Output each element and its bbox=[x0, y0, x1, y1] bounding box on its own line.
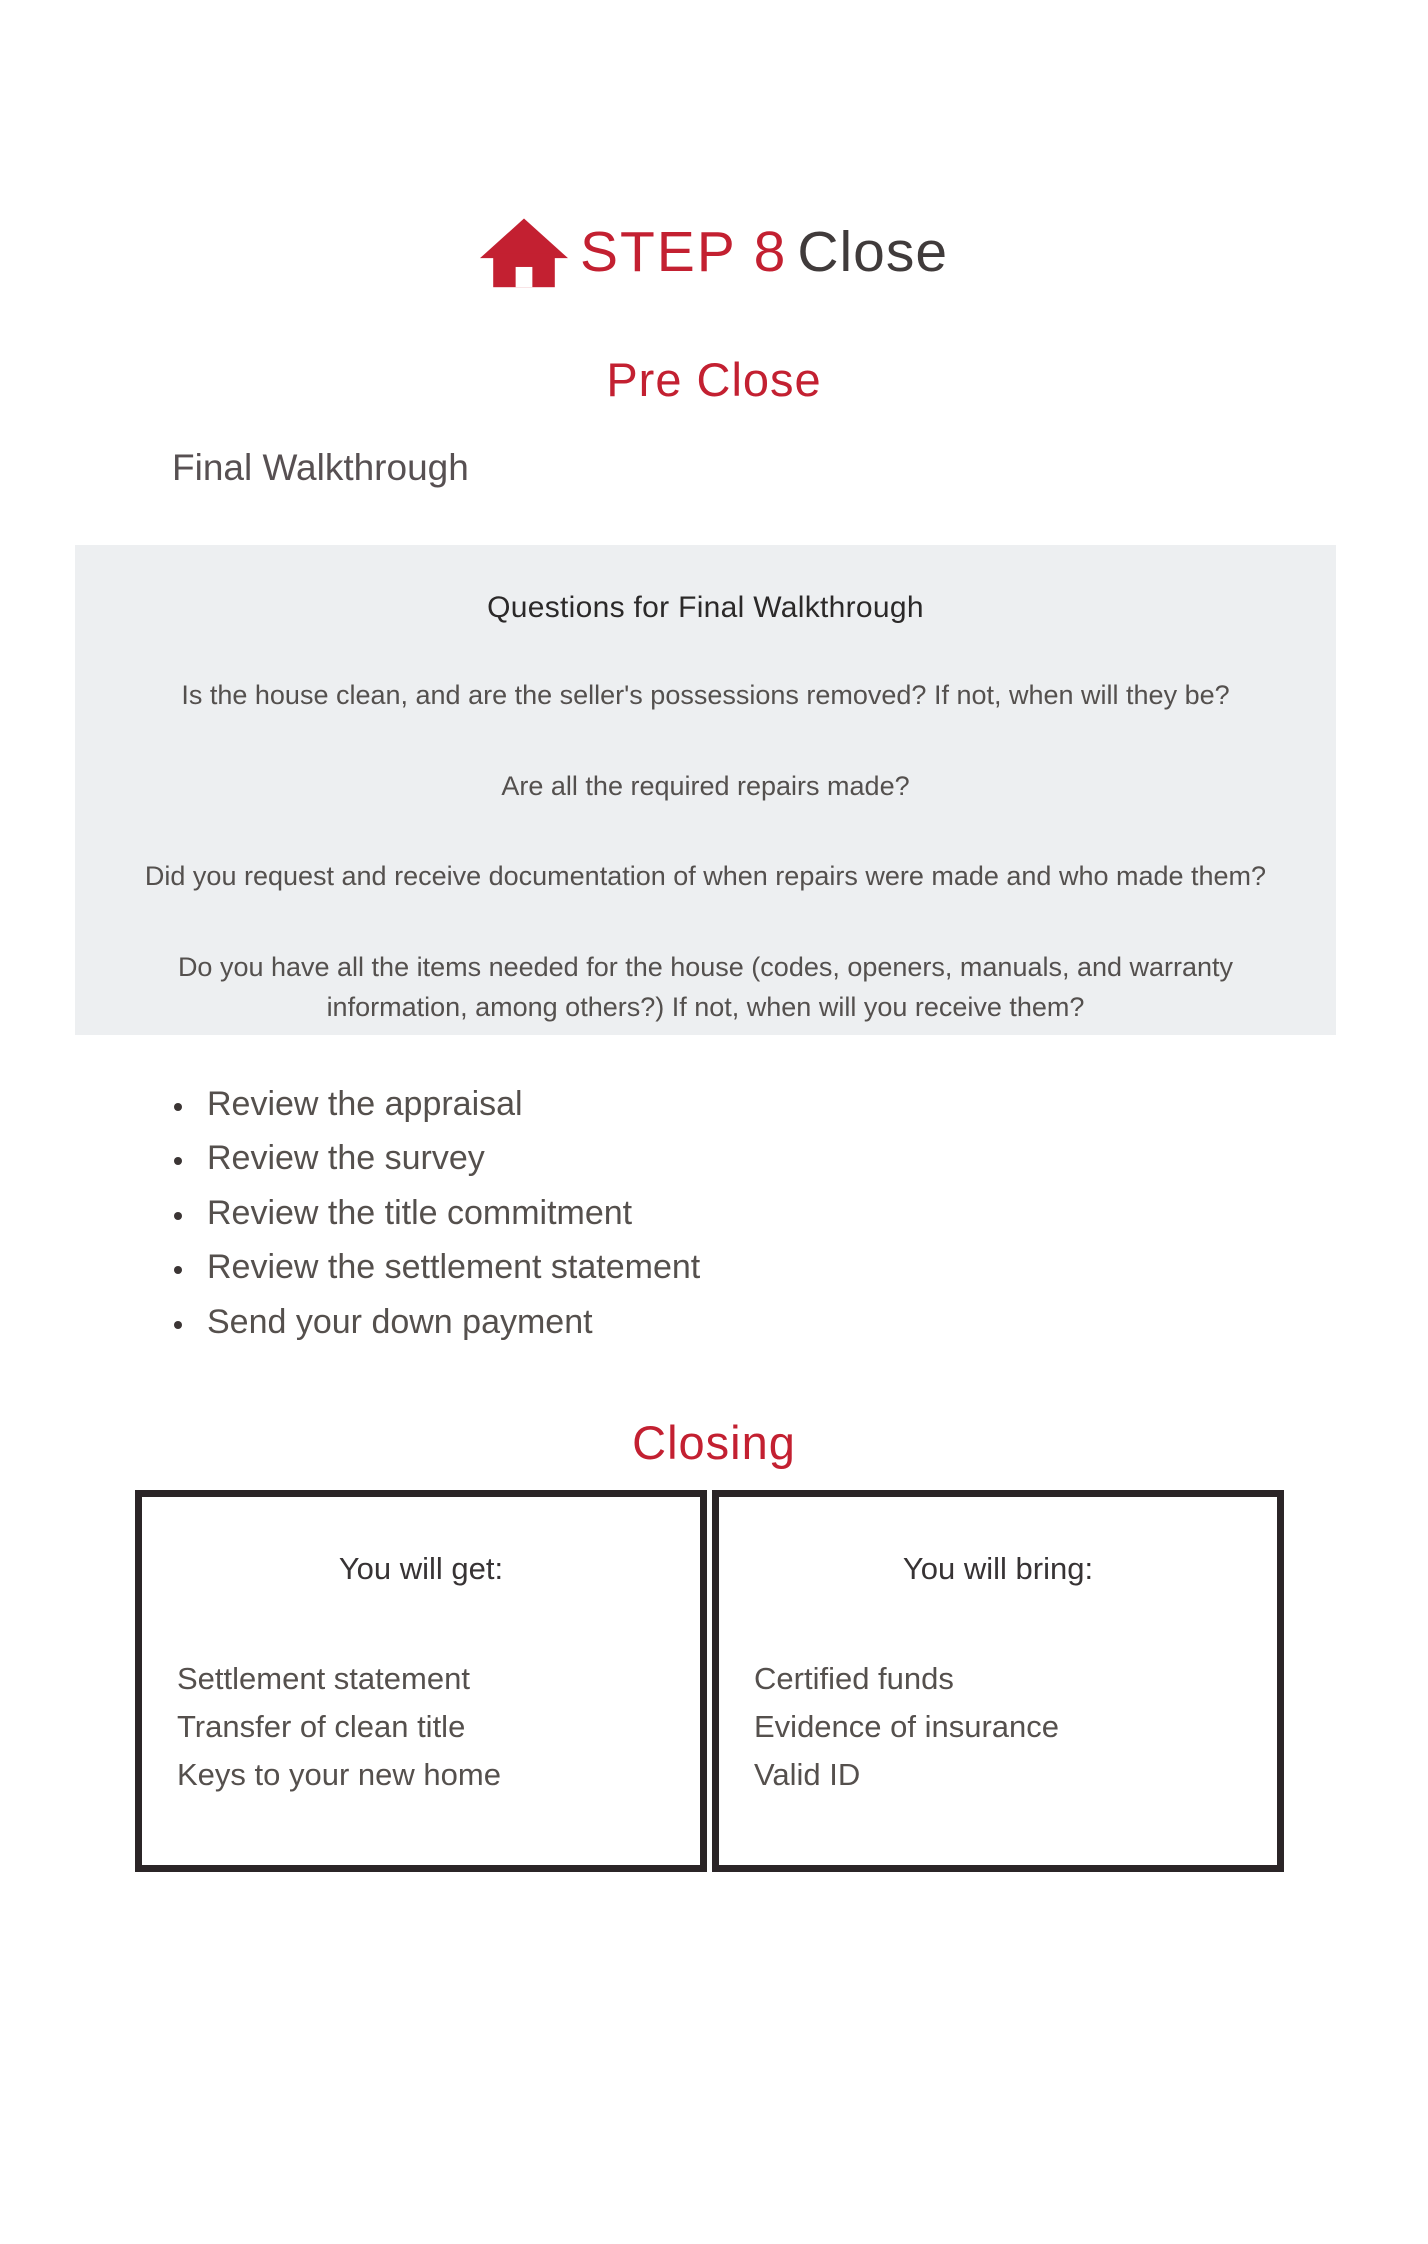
questions-box-title: Questions for Final Walkthrough bbox=[487, 591, 924, 624]
you-will-bring-list bbox=[754, 1655, 1277, 1799]
pre-close-checklist bbox=[60, 1077, 1428, 1349]
list-item: Settlement statement bbox=[177, 1660, 470, 1696]
page-title-text bbox=[579, 219, 949, 284]
you-will-get-list bbox=[177, 1655, 700, 1799]
you-will-bring-title: You will bring: bbox=[902, 1550, 1094, 1586]
checklist-item: • Review the appraisal bbox=[197, 1077, 1428, 1131]
list-item: Certified funds bbox=[754, 1660, 954, 1696]
you-will-get-title: You will get: bbox=[338, 1550, 504, 1586]
checklist-item: • Review the title commitment bbox=[197, 1186, 1428, 1240]
step-label: STEP 8 bbox=[579, 219, 788, 284]
list-item: Transfer of clean title bbox=[177, 1709, 466, 1744]
house-icon bbox=[480, 216, 568, 288]
checklist-item: • Review the settlement statement bbox=[197, 1240, 1428, 1294]
question-item: Are all the required repairs made? bbox=[501, 770, 910, 801]
closing-columns bbox=[135, 1490, 1285, 1872]
list-item: Keys to your new home bbox=[177, 1757, 501, 1793]
final-walkthrough-subheading: Final Walkthrough bbox=[172, 447, 469, 488]
pre-close-heading: Pre Close bbox=[606, 353, 822, 406]
questions-box bbox=[75, 545, 1336, 1035]
you-will-bring-box bbox=[712, 1490, 1284, 1872]
checklist-item: • Review the survey bbox=[197, 1131, 1428, 1185]
list-item: Evidence of insurance bbox=[754, 1709, 1060, 1744]
closing-heading: Closing bbox=[632, 1415, 796, 1469]
page-title bbox=[0, 216, 1428, 288]
step-name: Close bbox=[797, 219, 949, 284]
you-will-get-box bbox=[135, 1490, 707, 1872]
list-item: Valid ID bbox=[754, 1757, 861, 1793]
checklist-item: • Send your down payment bbox=[197, 1295, 1428, 1349]
question-item: Did you request and receive documentation of when repairs were made and who made them? bbox=[144, 861, 1267, 891]
question-item: Is the house clean, and are the seller's possessions removed? If not, when will they be? bbox=[181, 680, 1230, 710]
question-item: Do you have all the items needed for the house (codes, openers, manuals, and warranty information, among others?) If not, when will you receive them? bbox=[177, 951, 1234, 1022]
